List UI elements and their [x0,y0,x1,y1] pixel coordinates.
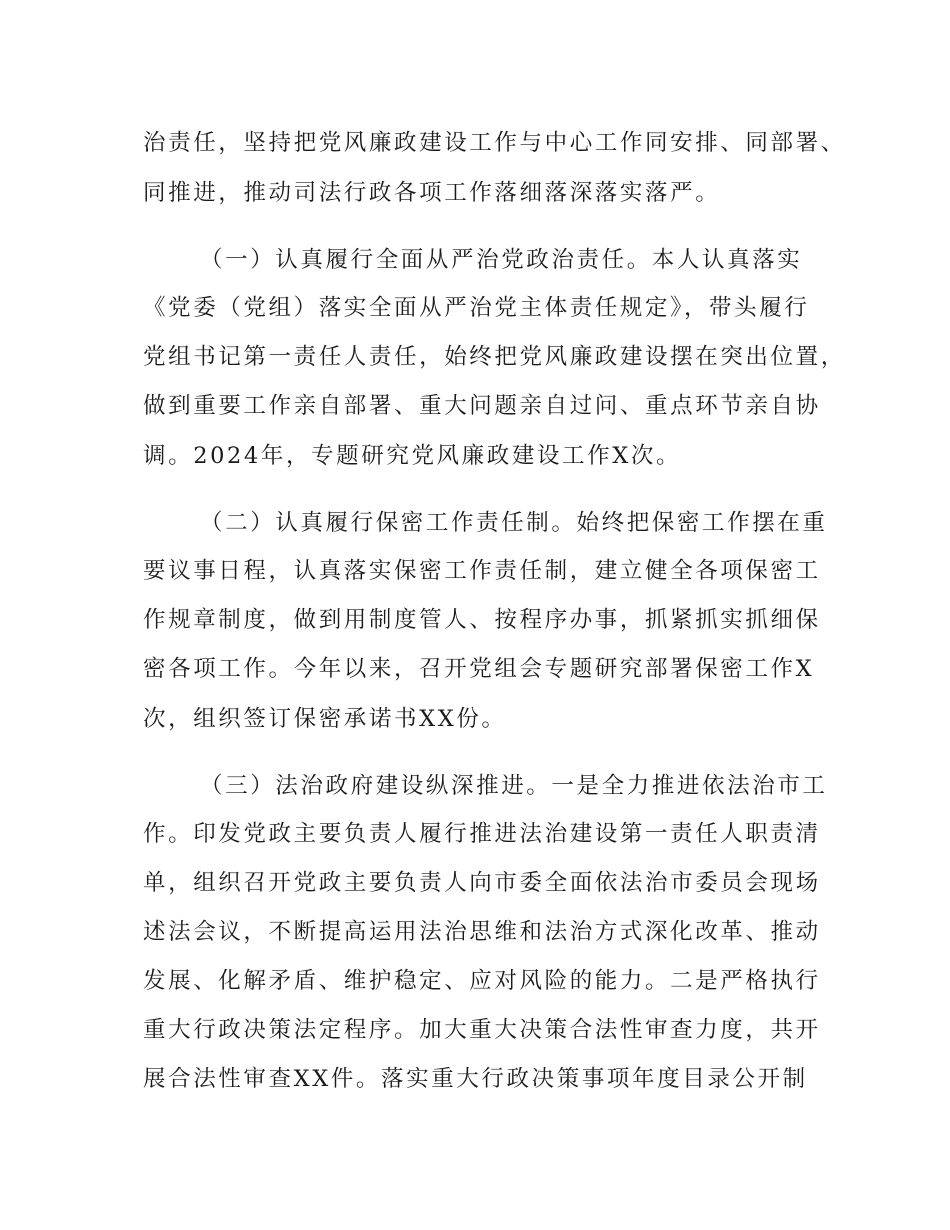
paragraph-line: 重大行政决策法定程序。加大重大决策合法性审查力度，共开 [143,1017,821,1043]
paragraph-line: 展合法性审查XX件。落实重大行政决策事项年度目录公开制 [143,1066,808,1092]
paragraph-line: 同推进，推动司法行政各项工作落细落深落实落严。 [143,180,721,206]
paragraph-line: 述法会议，不断提高运用法治思维和法治方式深化改革、推动 [143,919,821,945]
paragraph-line: 党组书记第一责任人责任，始终把党风廉政建设摆在突出位置， [143,344,846,370]
paragraph-line: 做到重要工作亲自部署、重大问题亲自过问、重点环节亲自协 [143,393,821,419]
paragraph-line: 作规章制度，做到用制度管人、按程序办事，抓紧抓实抓细保 [143,607,821,633]
paragraph-line: 单，组织召开党政主要负责人向市委全面依法治市委员会现场 [143,870,821,896]
paragraph-line: （三）法治政府建设纵深推进。一是全力推进依法治市工 [200,773,828,799]
paragraph-line: 要议事日程，认真落实保密工作责任制，建立健全各项保密工 [143,558,821,584]
paragraph-line: 治责任，坚持把党风廉政建设工作与中心工作同安排、同部署、 [143,130,846,156]
paragraph-line: 调。2024年，专题研究党风廉政建设工作X次。 [143,443,682,469]
paragraph-line: （二）认真履行保密工作责任制。始终把保密工作摆在重 [200,510,828,536]
paragraph-line: 发展、化解矛盾、维护稳定、应对风险的能力。二是严格执行 [143,968,821,994]
paragraph-line: 次，组织签订保密承诺书XX份。 [143,706,507,732]
paragraph-line: 密各项工作。今年以来，召开党组会专题研究部署保密工作X [143,656,815,682]
paragraph-line: 《党委（党组）落实全面从严治党主体责任规定》，带头履行 [143,295,810,321]
paragraph-line: 作。印发党政主要负责人履行推进法治建设第一责任人职责清 [143,821,821,847]
paragraph-line: （一）认真履行全面从严治党政治责任。本人认真落实 [200,247,803,273]
